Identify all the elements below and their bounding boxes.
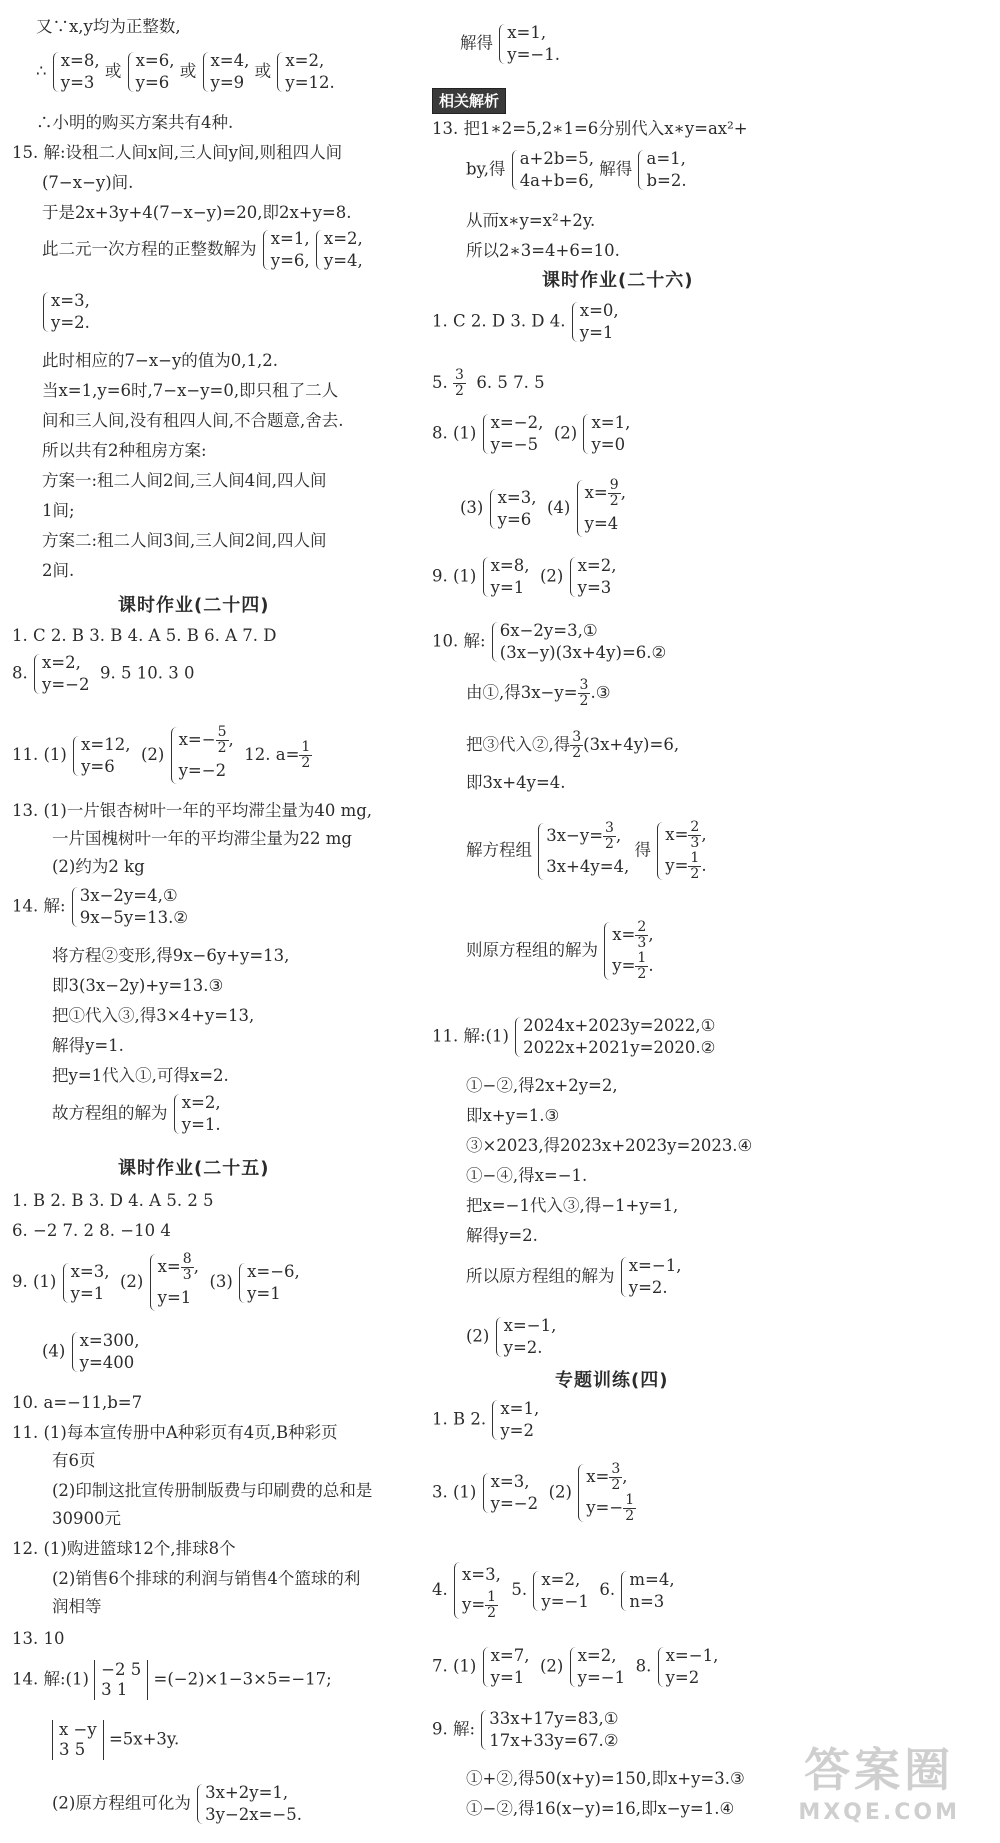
fraction: $\frac{5}{2}$ [217,724,227,756]
equation-system: x=8, y=1 [482,555,530,599]
text-line: ①−②,得2x+2y=2, [466,1076,618,1095]
text-line: 润相等 [52,1597,102,1616]
answer-line: 7. (1) x=7, y=1 (2) x=2, y=−1 8. x=−1, y=2 [432,1646,719,1687]
equation-system: x=300, y=400 [71,1330,140,1374]
text-line: (7−x−y)间. [42,173,134,192]
fraction: $\frac{9}{2}$ [609,477,619,509]
fraction: $\frac{1}{2}$ [637,950,647,982]
equation-system: x=−1, y=2. [495,1315,557,1359]
text-line: 间和三人间,没有租四人间,不合题意,舍去. [42,411,344,430]
answer-line: 1. B 2. x=1, y=2 [432,1399,540,1440]
answer-line: 3. (1) x=3, y=−2 (2) x= $\frac{3}{2}$ , y=− $\frac{1}{2}$ [432,1461,635,1524]
text-line: 10. 解: 6x−2y=3,① (3x−y)(3x+4y)=6.② [432,621,667,662]
answer-line: 9. (1) x=8, y=1 (2) x=2, y=3 [432,556,617,597]
text-line: (2)销售6个排球的利润与销售4个篮球的利 [52,1569,361,1588]
equation-system: x=3, y=1 [62,1261,110,1305]
answer-line: 6. −2 7. 2 8. −10 4 [12,1221,171,1240]
equation-system: 6x−2y=3,① (3x−y)(3x+4y)=6.② [491,620,667,664]
text-line: ∴小明的购买方案共有4种. [36,113,234,132]
answer-line: 9. (1) x=3, y=1 (2) x= $\frac{8}{3}$ , y=1 (3) x=−6, y=1 [12,1252,300,1313]
fraction: $\frac{3}{2}$ [611,1461,621,1493]
equation-system: x=3, y= $\frac{1}{2}$ [453,1560,501,1621]
solutions-line: ∴ x=8, y=3 或 x=6, y=6 或 x=4, y=9 或 x=2, y=12. [36,51,335,92]
equation-system: x=6, y=6 [127,50,175,94]
fraction: $\frac{2}{3}$ [637,919,647,951]
text-line: 解方程组 3x−y= $\frac{3}{2}$ , 3x+4y=4, 得 x= $\frac{2}{3}$ , y= $\frac{1}{2}$ . [466,819,707,882]
text-line: 把y=1代入①,可得x=2. [52,1066,229,1085]
equation-system: x=2, y=−2 [33,652,89,696]
answer-line: 8. (1) x=−2, y=−5 (2) x=1, y=0 [432,413,631,454]
text-line: 则原方程组的解为 x= $\frac{2}{3}$ , y= $\frac{1}{2}$ . [466,919,654,982]
answer-line: 1. C 2. D 3. D 4. x=0, y=1 [432,301,619,342]
text-line: 把③代入②,得 $\frac{3}{2}$ (3x+4y)=6, [466,729,680,761]
section-heading: 课时作业(二十五) [118,1158,270,1179]
equation-system: x=−2, y=−5 [482,412,544,456]
equation-system: 3x−y= $\frac{3}{2}$ , 3x+4y=4, [537,821,629,882]
text-line: 即x+y=1.③ [466,1106,560,1125]
equation-system: x=1, y=−1. [498,22,560,66]
equation-system: x=2, y=−1 [532,1569,588,1613]
fraction: $\frac{1}{2}$ [690,850,700,882]
equation-system: a=1, b=2. [637,148,686,192]
equation-system: x=12, y=6 [72,734,130,778]
answer-line: 5. $\frac{3}{2}$ 6. 5 7. 5 [432,367,545,399]
text-line: 所以原方程组的解为 x=−1, y=2. [466,1256,682,1297]
text-line: (2) x=−1, y=2. [466,1316,557,1357]
text-line: 方案一:租二人间2间,三人间4间,四人间 [42,471,327,490]
equation-system: x=− $\frac{5}{2}$ , y=−2 [170,725,234,786]
text-line: 13. (1)一片银杏树叶一年的平均滞尘量为40 mg, [12,801,373,820]
fraction: $\frac{1}{2}$ [487,1589,497,1621]
related-analysis-tag: 相关解析 [432,88,506,114]
text-line: 11. (1)每本宣传册中A种彩页有4页,B种彩页 [12,1423,338,1442]
text-line: x −y 3 5 =5x+3y. [52,1720,179,1760]
answer-line: 8. x=2, y=−2 9. 5 10. 3 0 [12,653,195,694]
answer-line: 11. (1) x=12, y=6 (2) x=− $\frac{5}{2}$ , y=−2 12. a= $\frac{1}{2}$ [12,725,312,786]
text-line: 方案二:租二人间3间,三人间2间,四人间 [42,531,327,550]
text-line: 解得 x=1, y=−1. [460,23,560,64]
equation-system: x=2, y=12. [276,50,334,94]
equation-system: x=1, y=0 [582,412,630,456]
equation-system: 2024x+2023y=2022,① 2022x+2021y=2020.② [514,1015,715,1059]
text-line: ③×2023,得2023x+2023y=2023.④ [466,1136,753,1155]
answer-line: 1. C 2. B 3. B 4. A 5. B 6. A 7. D [12,626,277,645]
equation-system: x= $\frac{9}{2}$ , y=4 [576,478,626,539]
answer-line: 1. B 2. B 3. D 4. A 5. 2 5 [12,1191,214,1210]
answer-line: (3) x=3, y=6 (4) x= $\frac{9}{2}$ , y=4 [460,478,626,539]
equation-system: m=4, n=3 [620,1569,674,1613]
equation-system: x=3, y=−2 [482,1471,538,1515]
text-line: 即3(3x−2y)+y=13.③ [52,976,224,995]
fraction: $\frac{2}{3}$ [690,819,700,851]
text-line: 所以2∗3=4+6=10. [466,241,620,260]
equation-system: x=2, y=−1 [569,1645,625,1689]
equation-system: x=1, y=2 [491,1398,539,1442]
fraction: $\frac{1}{2}$ [625,1492,635,1524]
fraction: $\frac{3}{2}$ [605,819,614,852]
text-line: 于是2x+3y+4(7−x−y)=20,即2x+y=8. [42,203,352,222]
text-line: 14. 解:(1) −2 5 3 1 =(−2)×1−3×5=−17; [12,1660,332,1699]
text-line: 11. 解:(1) 2024x+2023y=2022,① 2022x+2021y=2020.② [432,1016,716,1057]
text-line: 13. 把1∗2=5,2∗1=6分别代入x∗y=ax²+ [432,119,748,138]
text-line: 有6页 [52,1451,96,1470]
equation-system: x= $\frac{2}{3}$ , y= $\frac{1}{2}$ . [603,920,653,982]
text-line: 解得y=2. [466,1226,538,1245]
equation-system: x= $\frac{2}{3}$ , y= $\frac{1}{2}$ . [656,820,706,882]
text-line: 1间; [42,501,75,520]
text-line: 又∵x,y均为正整数, [36,17,181,36]
text-line: 将方程②变形,得9x−6y+y=13, [52,946,290,965]
text-line: by,得 a+2b=5, 4a+b=6, 解得 a=1, b=2. [466,149,687,190]
equation-system: x=3, y=6 [489,487,537,531]
text-line: 9. 解: 33x+17y=83,① 17x+33y=67.② [432,1709,619,1750]
equation-system: x= $\frac{8}{3}$ , y=1 [149,1252,199,1313]
equation-system: x=1, y=6, [262,228,310,272]
text-line: 30900元 [52,1509,121,1528]
equation-system: x=−1, y=2 [657,1645,719,1689]
fraction: $\frac{3}{2}$ [572,729,582,761]
text-line: (2)原方程组可化为 3x+2y=1, 3y−2x=−5. [52,1783,302,1824]
text-line: 12. (1)购进篮球12个,排球8个 [12,1539,236,1558]
equation-system: x=−6, y=1 [238,1261,300,1305]
text-line: ①+②,得50(x+y)=150,即x+y=3.③ [466,1769,745,1788]
text-line: 当x=1,y=6时,7−x−y=0,即只租了二人 [42,381,339,400]
fraction: $\frac{3}{2}$ [455,367,464,399]
answer-line: 4. x=3, y= $\frac{1}{2}$ 5. x=2, y=−1 6. m=4, n=3 [432,1560,675,1621]
fraction: $\frac{1}{2}$ [301,739,311,771]
text-line: 故方程组的解为 x=2, y=1. [52,1093,221,1134]
watermark-logo: 答案圈 MXQE.COM [798,1743,960,1825]
equation-system: x=4, y=9 [202,50,250,94]
equation-system: x=0, y=1 [571,300,619,344]
equation-system: x=3, y=2. [42,290,90,334]
text-line: (2)约为2 kg [52,857,145,876]
text-line: ①−②,得16(x−y)=16,即x−y=1.④ [466,1799,735,1818]
equation-system: x=2, y=3 [569,555,617,599]
equation-system: x=7, y=1 [482,1645,530,1689]
equation-system: x=8, y=3 [52,50,100,94]
equation-system: x=2, y=4, [315,228,363,272]
equation-system: a+2b=5, 4a+b=6, [511,148,594,192]
equation-system: 3x−2y=4,① 9x−5y=13.② [71,885,188,929]
section-heading: 专题训练(四) [555,1370,669,1391]
text-line: 2间. [42,561,75,580]
text-line: 解得y=1. [52,1036,124,1055]
text-line: 把x=−1代入③,得−1+y=1, [466,1196,679,1215]
text-line [42,290,90,334]
section-heading: 课时作业(二十四) [118,595,270,616]
text-line: 把①代入③,得3×4+y=13, [52,1006,255,1025]
text-line: 所以共有2种租房方案: [42,441,207,460]
text-line: 15. 解:设租二人间x间,三人间y间,则租四人间 [12,143,343,162]
text-line: (2)印制这批宣传册制版费与印刷费的总和是 [52,1481,373,1500]
answer-line: 13. 10 [12,1629,65,1648]
equation-system: 3x+2y=1, 3y−2x=−5. [196,1782,302,1826]
text-line: ①−④,得x=−1. [466,1166,588,1185]
equation-system: 33x+17y=83,① 17x+33y=67.② [480,1708,618,1752]
fraction: $\frac{8}{3}$ [182,1251,192,1283]
equation-system: x=2, y=1. [173,1092,221,1136]
equation-system: x=−1, y=2. [620,1255,682,1299]
text-line: 一片国槐树叶一年的平均滞尘量为22 mg [52,829,352,848]
equation-system: x= $\frac{3}{2}$ , y=− $\frac{1}{2}$ [577,1462,636,1524]
section-heading: 课时作业(二十六) [542,270,694,291]
fraction: $\frac{3}{2}$ [579,677,589,709]
text-line: 从而x∗y=x²+2y. [466,211,596,230]
text-line: 此时相应的7−x−y的值为0,1,2. [42,351,279,370]
answer-line: 10. a=−11,b=7 [12,1393,143,1412]
text-line: 即3x+4y=4. [466,773,566,792]
text-line: 此二元一次方程的正整数解为 x=1, y=6, x=2, y=4, [42,229,363,270]
determinant: −2 5 3 1 [94,1660,148,1700]
determinant: x −y 3 5 [52,1720,104,1760]
text-line: 由①,得3x−y= $\frac{3}{2}$ .③ [466,677,611,709]
answer-line: (4) x=300, y=400 [42,1331,140,1372]
text-line: 14. 解: 3x−2y=4,① 9x−5y=13.② [12,886,189,927]
